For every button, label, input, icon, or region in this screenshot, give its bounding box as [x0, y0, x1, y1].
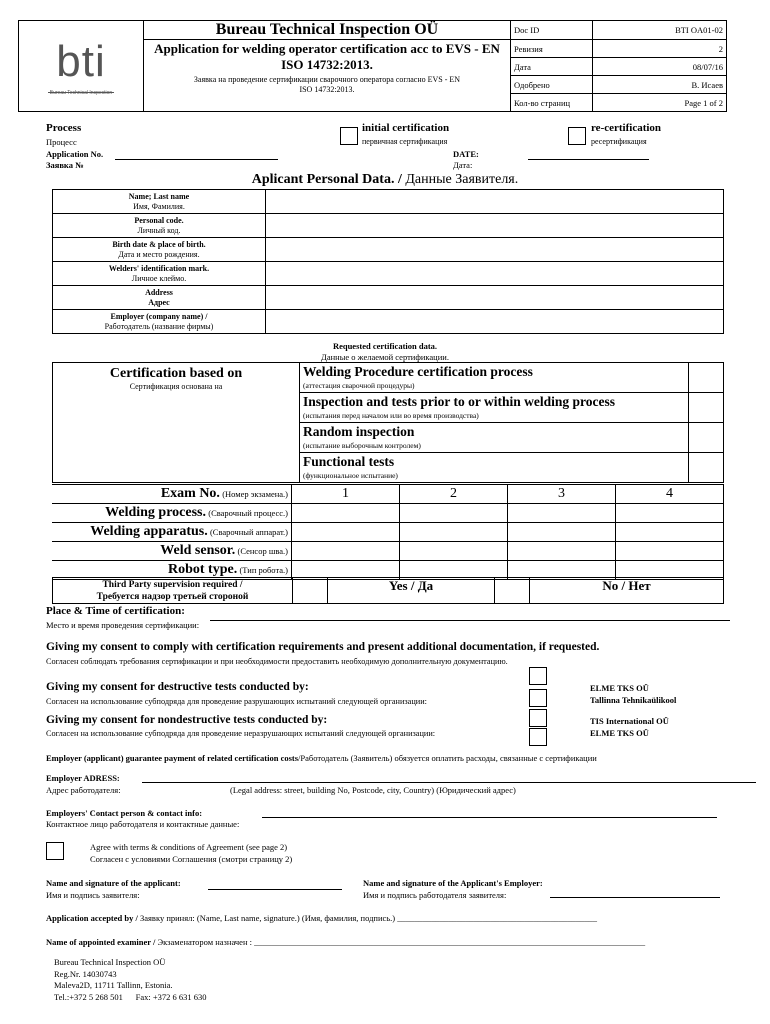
exam-row-label-en: Welding process.	[105, 505, 206, 520]
exam-cell-input[interactable]	[616, 523, 724, 542]
process-label-ru: Процесс	[46, 137, 77, 147]
personal-row-input[interactable]	[266, 262, 724, 286]
personal-data-heading-ru: Данные Заявителя.	[405, 172, 519, 187]
personal-row-label-ru: Имя, Фамилия.	[133, 201, 185, 211]
nondestructive-checkbox-1[interactable]	[529, 709, 547, 727]
footer-line: Bureau Technical Inspection OÜ	[54, 957, 166, 967]
logo-text: bti	[56, 37, 106, 86]
agree-terms-checkbox[interactable]	[46, 842, 64, 860]
exam-row-label-en: Weld sensor.	[160, 543, 236, 558]
certification-basis-label-ru: Сертификация основана на	[129, 382, 223, 391]
personal-row-label	[53, 262, 266, 286]
exam-row-label	[52, 523, 292, 542]
form-title-ru: Заявка на проведение сертификации сварочного оператора согласно EVS - EN ISO 14732:2013.	[193, 75, 461, 94]
requested-heading: Requested certification data.	[332, 341, 438, 351]
date-field[interactable]	[528, 159, 649, 160]
personal-row-label-en: Personal code.	[134, 215, 184, 225]
guarantee-text-en: Employer (applicant) guarantee payment of related certification costs	[46, 753, 299, 763]
application-no-label-ru: Заявка №	[46, 160, 84, 170]
certification-option-checkbox[interactable]	[689, 453, 724, 483]
company-name: Bureau Technical Inspection OÜ	[144, 21, 511, 40]
employer-address-hint: (Legal address: street, building No, Postcode, city, Country) (Юридический адрес)	[230, 785, 516, 795]
personal-row-input[interactable]	[266, 214, 724, 238]
meta-label: Дата	[511, 58, 593, 76]
examiner-text[interactable]: Экзаменатором назначен : ____________________________________________________________________________________________	[157, 937, 646, 947]
certification-basis-table	[52, 362, 724, 483]
third-party-table	[52, 577, 724, 604]
recertification-label: re-certification	[591, 122, 662, 134]
requested-heading-ru: Данные о желаемой сертификации.	[321, 352, 449, 362]
personal-row-label-ru: Адрес	[148, 297, 170, 307]
certification-option-ru: (испытание выборочным контролем)	[303, 440, 421, 450]
exam-number-2: 2	[400, 485, 508, 504]
logo-bar	[48, 92, 114, 93]
logo-cell	[19, 21, 144, 112]
meta-value: 08/07/16	[593, 58, 727, 76]
accepted-by-label: Application accepted by /	[46, 913, 138, 923]
employer-signature-field[interactable]	[550, 897, 720, 898]
exam-cell-input[interactable]	[400, 504, 508, 523]
consent-nondestructive-text: Giving my consent for nondestructive tests conducted by:	[46, 714, 328, 726]
examiner	[46, 937, 645, 947]
applicant-signature-label-ru: Имя и подпись заявителя:	[46, 890, 140, 900]
personal-row-label-en: Address	[145, 287, 173, 297]
recertification-label-ru: ресертификация	[591, 137, 647, 146]
logo-subtitle: Bureau Technical Inspection	[49, 90, 113, 96]
destructive-org-1: ELME TKS OÜ	[590, 683, 649, 693]
meta-label: Doc ID	[511, 21, 593, 40]
place-time-label-ru: Место и время проведения сертификации:	[46, 620, 200, 630]
third-party-yes-checkbox[interactable]	[293, 578, 328, 604]
consent-nondestructive-text-ru: Согласен на использование субподряда для проведение неразрушающих испытаний следующей организации:	[46, 729, 436, 738]
place-time-field[interactable]	[210, 620, 730, 621]
meta-value: Page 1 of 2	[593, 94, 727, 112]
footer-address	[54, 957, 207, 1003]
nondestructive-checkbox-2[interactable]	[529, 728, 547, 746]
employer-address-field[interactable]	[142, 782, 756, 783]
personal-row-label	[53, 286, 266, 310]
exam-row-label	[52, 542, 292, 561]
guarantee-text-ru: /Работодатель (Заявитель) обязуется оплатить расходы, связанные с сертификации	[298, 753, 597, 763]
contact-label: Employers' Contact person & contact info:	[46, 808, 203, 818]
exam-cell-input[interactable]	[400, 523, 508, 542]
accepted-by-text[interactable]: Заявку принял: (Name, Last name, signature.) (Имя, фамилия, подпись.) _______________________________________________	[139, 913, 598, 923]
nondestructive-org-2: ELME TKS OÜ	[590, 728, 649, 738]
third-party-label-ru: Требуется надзор третьей стороной	[96, 591, 249, 602]
third-party-label-en: Third Party supervision required /	[102, 579, 243, 590]
form-title: Application for welding operator certification acc to EVS - EN ISO 14732:2013.	[154, 41, 500, 72]
exam-cell-input[interactable]	[400, 542, 508, 561]
exam-row-label-en: Welding apparatus.	[90, 524, 208, 539]
exam-cell-input[interactable]	[616, 504, 724, 523]
agree-terms-label: Agree with terms & conditions of Agreement (see page 2)	[90, 842, 288, 852]
guarantee-text	[46, 753, 597, 763]
certification-option-en: Functional tests	[303, 453, 395, 469]
nondestructive-org-1: TIS International OÜ	[590, 716, 669, 726]
personal-row-label	[53, 214, 266, 238]
personal-row-label	[53, 190, 266, 214]
certification-basis-label: Certification based on	[109, 366, 243, 381]
employer-address-label: Employer ADRESS:	[46, 773, 120, 783]
personal-row-label-ru: Личный код.	[137, 225, 181, 235]
consent-destructive-text-ru: Согласен на использование субподряда для проведение разрушающих испытаний следующей организации:	[46, 697, 427, 706]
personal-row-label-ru: Работодатель (название фирмы)	[104, 321, 214, 331]
destructive-checkbox-2[interactable]	[529, 689, 547, 707]
contact-label-ru: Контактное лицо работодателя и контактные данные:	[46, 819, 240, 829]
exam-row-label-ru: (Сварочный аппарат.)	[209, 527, 288, 537]
employer-signature-label-ru: Имя и подпись работодателя заявителя:	[363, 890, 507, 900]
certification-option-checkbox[interactable]	[689, 363, 724, 393]
certification-option-ru: (испытания перед началом или во время производства)	[303, 410, 479, 420]
contact-field[interactable]	[262, 817, 717, 818]
certification-option-checkbox[interactable]	[689, 423, 724, 453]
initial-certification-label-ru: первичная сертификация	[362, 137, 448, 146]
date-label: DATE:	[453, 149, 479, 159]
employer-address-label-ru: Адрес работодателя:	[46, 785, 121, 795]
certification-option-ru: (функциональное испытание)	[303, 470, 398, 480]
personal-row-label-en: Name; Last name	[128, 191, 190, 201]
certification-basis-label-cell	[53, 363, 300, 483]
exam-table	[52, 484, 724, 580]
initial-certification-checkbox[interactable]	[340, 127, 358, 145]
meta-value: BTI OA01-02	[593, 21, 727, 40]
exam-number-1: 1	[292, 485, 400, 504]
applicant-signature-field[interactable]	[208, 889, 342, 890]
process-label: Process	[46, 122, 82, 134]
personal-row-label-ru: Дата и место рождения.	[118, 249, 200, 259]
exam-cell-input[interactable]	[292, 542, 400, 561]
personal-row-input[interactable]	[266, 238, 724, 262]
place-time-label: Place & Time of certification:	[46, 605, 185, 617]
meta-label: Одобрено	[511, 76, 593, 94]
third-party-label	[53, 578, 293, 604]
meta-value: 2	[593, 40, 727, 58]
exam-cell-input[interactable]	[292, 504, 400, 523]
personal-row-label	[53, 238, 266, 262]
personal-row-input[interactable]	[266, 190, 724, 214]
destructive-org-2: Tallinna Tehnikaülikool	[590, 695, 677, 705]
date-label-ru: Дата:	[453, 160, 473, 170]
personal-row-label-ru: Личное клеймо.	[131, 273, 187, 283]
exam-cell-input[interactable]	[616, 542, 724, 561]
agree-terms-label-ru: Согласен с условиями Соглашения (смотри страницу 2)	[90, 854, 293, 864]
personal-data-heading	[0, 172, 770, 188]
certification-option-checkbox[interactable]	[689, 393, 724, 423]
exam-row-label	[52, 504, 292, 523]
meta-value: В. Исаев	[593, 76, 727, 94]
personal-data-table	[52, 189, 724, 334]
exam-row-label	[52, 485, 292, 504]
consent-comply-text: Giving my consent to comply with certification requirements and present additional documentation, if requested.	[46, 641, 600, 653]
personal-row-label-en: Employer (company name) /	[110, 311, 208, 321]
initial-certification-label: initial certification	[362, 122, 450, 134]
certification-option	[300, 423, 689, 453]
consent-comply-text-ru: Согласен соблюдать требования сертификации и при необходимости предоставить необходимую дополнительную документацию.	[46, 657, 508, 666]
personal-row-input[interactable]	[266, 286, 724, 310]
application-no-field[interactable]	[115, 159, 278, 160]
examiner-label: Name of appointed examiner /	[46, 937, 156, 947]
certification-option	[300, 453, 689, 483]
destructive-checkbox-1[interactable]	[529, 667, 547, 685]
certification-option	[300, 363, 689, 393]
footer-line: Reg.Nr. 14030743	[54, 968, 117, 979]
personal-data-heading-en: Aplicant Personal Data. /	[251, 172, 402, 187]
personal-row-input[interactable]	[266, 310, 724, 334]
personal-row-label-en: Welders' identification mark.	[108, 263, 210, 273]
exam-cell-input[interactable]	[508, 504, 616, 523]
form-title-cell	[144, 40, 511, 112]
accepted-by	[46, 913, 597, 923]
third-party-no-label: No / Нет	[530, 578, 724, 604]
logo	[22, 26, 140, 106]
exam-number-4: 4	[616, 485, 724, 504]
exam-row-label-ru: (Сенсор шва.)	[237, 546, 288, 556]
exam-cell-input[interactable]	[508, 523, 616, 542]
certification-option-en: Inspection and tests prior to or within welding process	[303, 393, 616, 409]
exam-number-3: 3	[508, 485, 616, 504]
exam-row-label-ru: (Тип робота.)	[239, 565, 288, 575]
third-party-no-checkbox[interactable]	[495, 578, 530, 604]
exam-row-label-ru: (Номер экзамена.)	[222, 489, 288, 499]
exam-cell-input[interactable]	[292, 523, 400, 542]
consent-destructive-text: Giving my consent for destructive tests conducted by:	[46, 681, 309, 693]
employer-signature-label: Name and signature of the Applicant's Employer:	[363, 878, 543, 888]
applicant-signature-label: Name and signature of the applicant:	[46, 878, 181, 888]
exam-row-label-ru: (Сварочный процесс.)	[208, 508, 288, 518]
exam-row-label-en: Robot type.	[167, 562, 238, 577]
meta-label: Ревизия	[511, 40, 593, 58]
exam-cell-input[interactable]	[508, 542, 616, 561]
certification-option-en: Random inspection	[303, 423, 415, 439]
personal-row-label-en: Birth date & place of birth.	[112, 239, 206, 249]
footer-line: Maleva2D, 11711 Tallinn, Estonia.	[54, 980, 173, 990]
certification-option-en: Welding Procedure certification process	[303, 363, 533, 379]
header-table	[18, 20, 727, 112]
footer-line: Tel.:+372 5 268 501 Fax: +372 6 631 630	[54, 991, 207, 1002]
exam-row-label-en: Exam No.	[160, 486, 220, 501]
meta-label: Кол-во страниц	[511, 94, 593, 112]
certification-option	[300, 393, 689, 423]
personal-row-label	[53, 310, 266, 334]
certification-option-ru: (аттестация сварочной процедуры)	[303, 380, 415, 390]
recertification-checkbox[interactable]	[568, 127, 586, 145]
third-party-yes-label: Yes / Да	[328, 578, 495, 604]
application-no-label: Application No.	[46, 149, 104, 159]
